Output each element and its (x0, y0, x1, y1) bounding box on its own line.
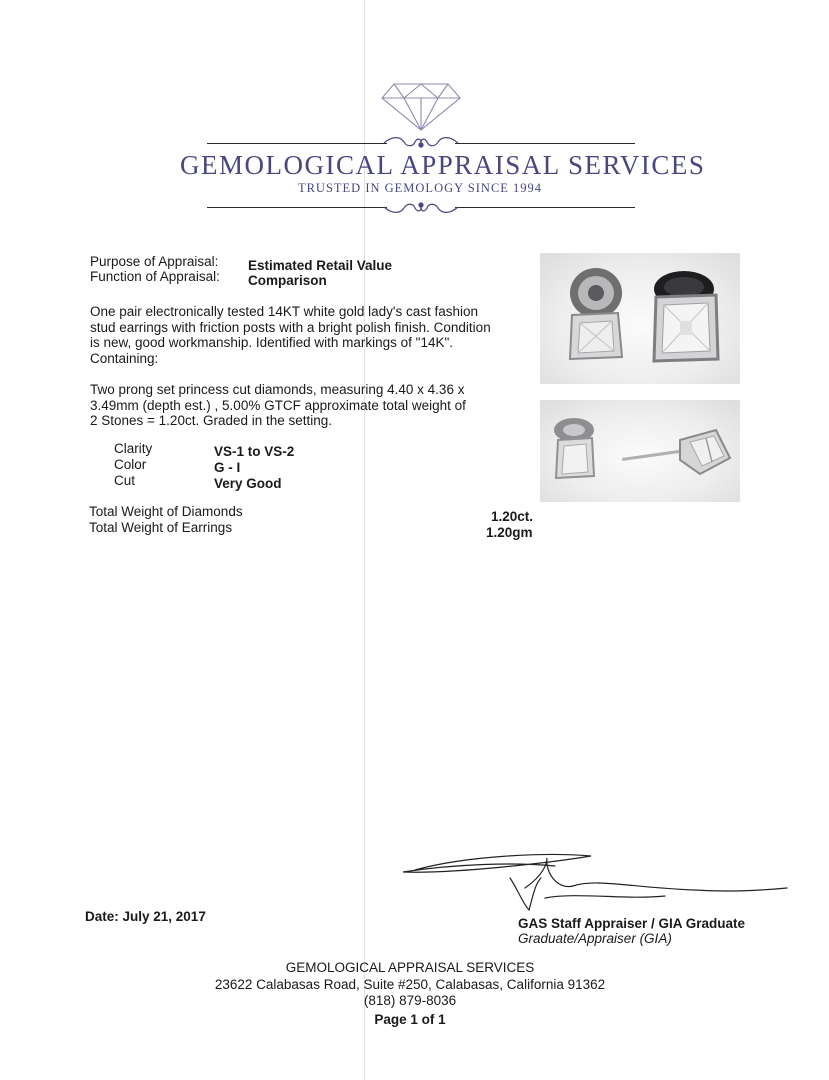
footer-address: 23622 Calabasas Road, Suite #250, Calabasas, California 91362 (214, 977, 606, 992)
appraiser-title: GAS Staff Appraiser / GIA Graduate (518, 916, 746, 931)
earrings-side-photo (540, 400, 740, 502)
earrings-front-photo (540, 253, 740, 384)
total-diamonds-label: Total Weight of Diamonds (89, 504, 243, 519)
total-earrings-value: 1.20gm (486, 525, 533, 540)
grade-label-color: Color (114, 457, 147, 472)
page-number: Page 1 of 1 (374, 1012, 446, 1027)
total-earrings-label: Total Weight of Earrings (89, 520, 233, 535)
description-paragraph: One pair electronically tested 14KT white gold lady's cast fashion stud earrings with friction posts with a bright polish finish. Condition is new, good workmanship. Identified with markings of "14K". Containing: (90, 304, 491, 366)
function-label: Function of Appraisal: (90, 269, 220, 284)
earring-side-image (540, 400, 740, 502)
total-diamonds-value: 1.20ct. (491, 509, 534, 524)
grade-value-clarity: VS-1 to VS-2 (214, 444, 295, 459)
function-value: Comparison (248, 273, 327, 288)
company-tagline: TRUSTED IN GEMOLOGY SINCE 1994 (297, 181, 543, 195)
purpose-value: Estimated Retail Value (248, 258, 393, 273)
footer-phone: (818) 879-8036 (363, 993, 457, 1008)
grade-label-clarity: Clarity (114, 441, 153, 456)
diamond-icon (380, 80, 462, 132)
purpose-label: Purpose of Appraisal: (90, 254, 219, 269)
scroll-ornament-icon (382, 198, 460, 216)
signature-mark (395, 848, 790, 920)
grade-label-cut: Cut (114, 473, 136, 488)
header-rule-left-top (207, 143, 387, 144)
grade-value-color: G - I (214, 460, 241, 475)
header-rule-right-top (455, 143, 635, 144)
earring-front-image (540, 253, 740, 384)
footer-company: GEMOLOGICAL APPRAISAL SERVICES (285, 960, 535, 975)
grade-value-cut: Very Good (214, 476, 282, 491)
header-rule-left-bottom (207, 207, 387, 208)
stones-paragraph: Two prong set princess cut diamonds, measuring 4.40 x 4.36 x 3.49mm (depth est.) , 5.00% GTCF approximate total weight of 2 Stones = 1.20ct. Graded in the setting. (90, 382, 466, 428)
appraisal-date: Date: July 21, 2017 (85, 909, 206, 924)
company-name: GEMOLOGICAL APPRAISAL SERVICES (180, 150, 706, 180)
header-rule-right-bottom (455, 207, 635, 208)
appraiser-subtitle: Graduate/Appraiser (GIA) (518, 931, 672, 946)
